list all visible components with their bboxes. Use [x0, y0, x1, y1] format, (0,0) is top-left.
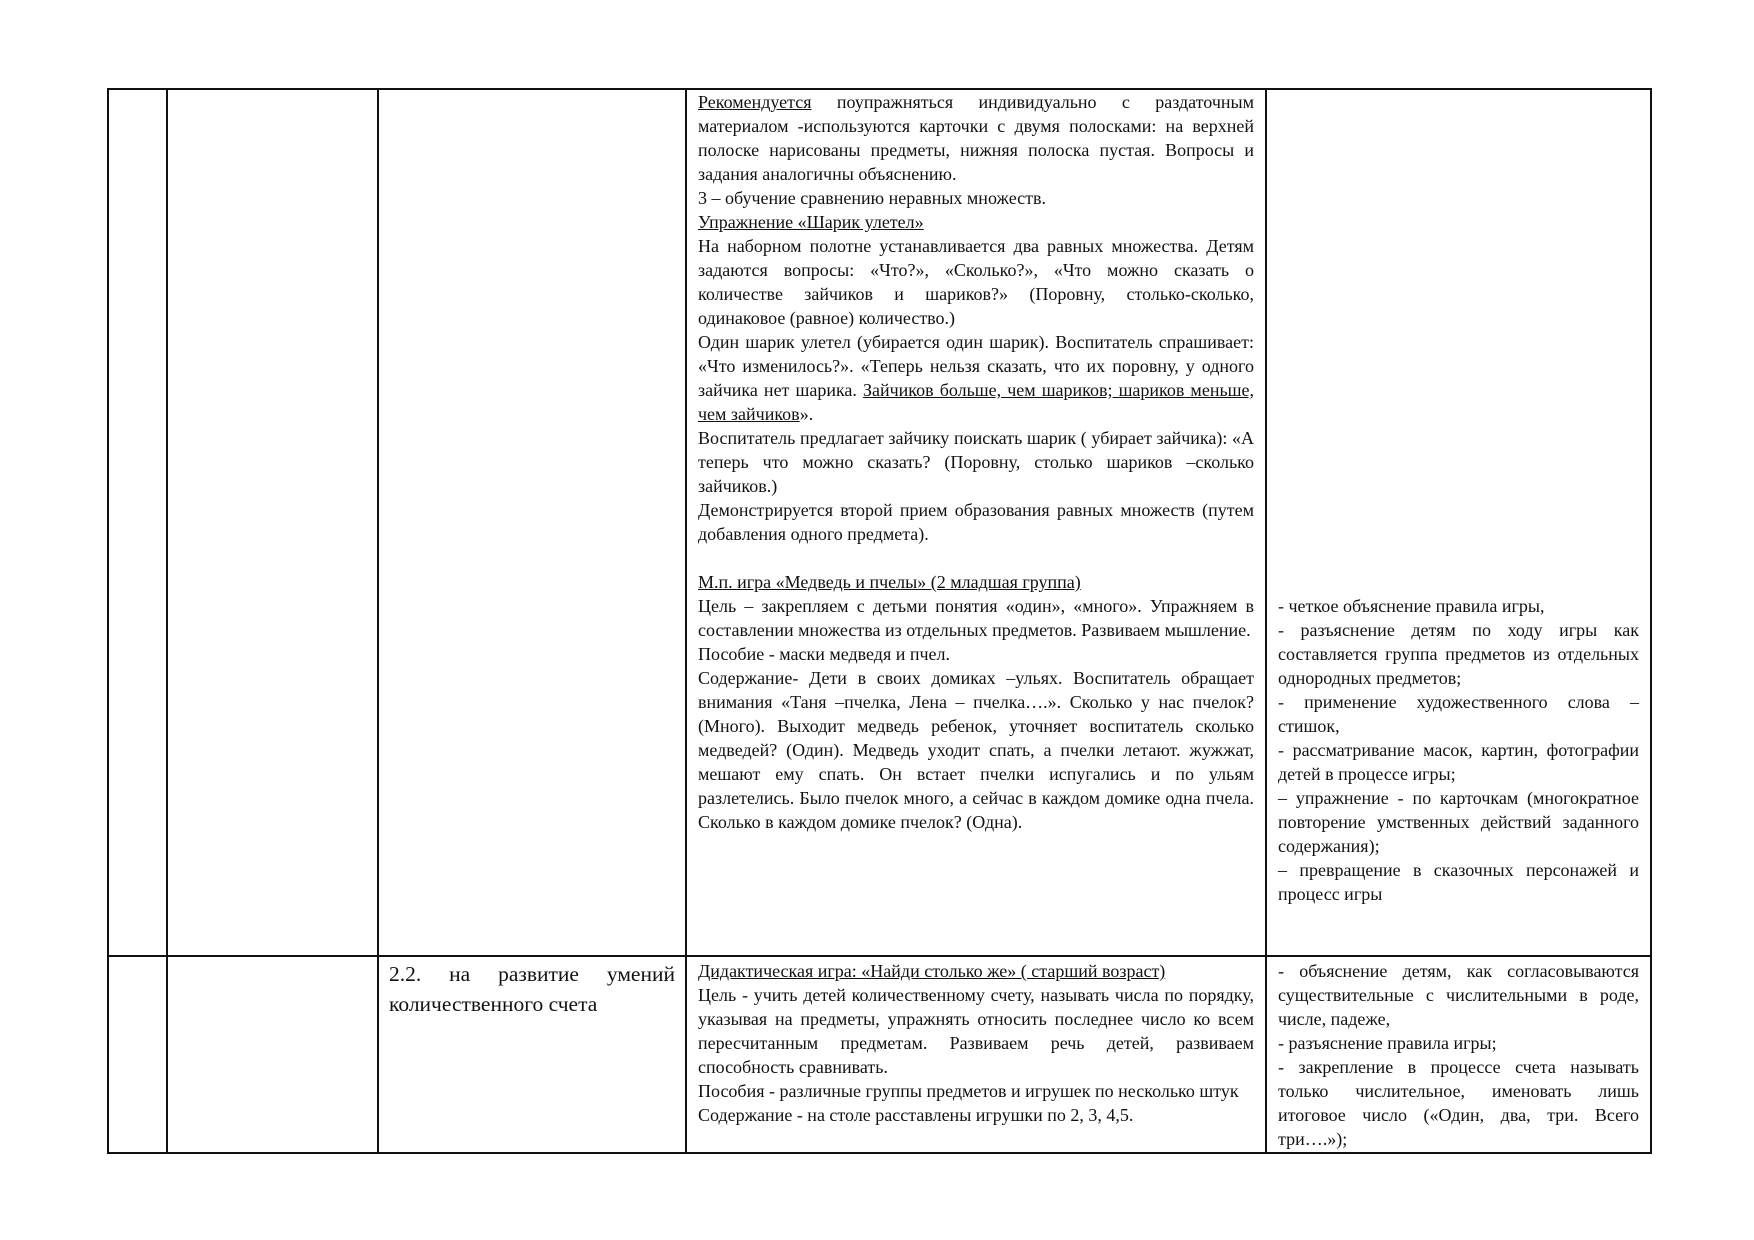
paragraph-text: поупражняться индивидуально с раздаточным материалом -используются карточки с двумя полосками: на верхней полоске нарисованы предметы, нижняя полоска пустая. Вопросы и задания аналогичны объяснению. [698, 92, 1254, 184]
cell-number [108, 956, 167, 1153]
underlined-conclusion: Зайчиков больше, чем шариков; шариков меньше, чем зайчиков [698, 380, 1255, 424]
cell-exercises [686, 956, 1266, 1153]
cell-methods [1266, 89, 1651, 956]
paragraph: Содержание - на столе расставлены игрушки по 2, 3, 4,5. [698, 1105, 1134, 1125]
paragraph: На наборном полотне устанавливается два равных множества. Детям задаются вопросы: «Что?», «Сколько?», «Что можно сказать о количестве зайчиков и шариков?» (Поровну, столько-сколько, одинаковое (равное) количество.) [698, 236, 1254, 328]
paragraph: Содержание- Дети в своих домиках –ульях. Воспитатель обращает внимания «Таня –пчелка, Лена – пчелка….». Сколько у нас пчелок? (Много). Выходит медведь ребенок, уточняет воспитатель сколько медведей? (Один). Медведь уходит спать, а пчелки летают. жужжат, мешают ему спать. Он встает пчелки испугались и по ульям разлетелись. Было пчелок много, а сейчас в каждом домике одна пчела. Сколько в каждом домике пчелок? (Одна). [698, 668, 1254, 832]
paragraph [698, 90, 1254, 186]
method-item: - разъяснение детям по ходу игры как составляется группа предметов из отдельных однородных предметов; [1278, 620, 1639, 688]
paragraph: 3 – обучение сравнению неравных множеств. [698, 188, 1046, 208]
cell-section [378, 956, 686, 1153]
table-row [108, 956, 1651, 1153]
method-item: – упражнение - по карточкам (многократное повторение умственных действий заданного содержания); [1278, 788, 1639, 856]
cell-number [108, 89, 167, 956]
cell-section [378, 89, 686, 956]
method-item: - применение художественного слова – стишок, [1278, 692, 1639, 736]
paragraph: Воспитатель предлагает зайчику поискать шарик ( убирает зайчика): «А теперь что можно сказать? (Поровну, столько шариков –сколько зайчиков.) [698, 428, 1254, 496]
method-item: – превращение в сказочных персонажей и процесс игры [1278, 860, 1639, 904]
cell-category [167, 956, 378, 1153]
cell-category [167, 89, 378, 956]
underlined-term: Рекомендуется [698, 92, 812, 112]
game-title: М.п. игра «Медведь и пчелы» (2 младшая группа) [698, 572, 1081, 592]
method-item: - рассматривание масок, картин, фотографии детей в процессе игры; [1278, 740, 1639, 784]
game-title: Дидактическая игра: «Найди столько же» ( старший возраст) [698, 961, 1166, 981]
paragraph: Пособие - маски медведя и пчел. [698, 644, 951, 664]
cell-exercises [686, 89, 1266, 956]
method-item: - закрепление в процессе счета называть только числительное, именовать лишь итоговое число («Один, два, три. Всего три….»); [1278, 1057, 1639, 1149]
section-title: 2.2. на развитие умений количественного счета [389, 962, 675, 1016]
paragraph: Цель - учить детей количественному счету, называть числа по порядку, указывая на предметы, упражнять относить последнее число ко всем пересчитанным предметам. Развиваем речь детей, развиваем способность сравнивать. [698, 985, 1254, 1077]
table-row [108, 89, 1651, 956]
exercise-title: Упражнение «Шарик улетел» [698, 212, 924, 232]
cell-methods [1266, 956, 1651, 1153]
paragraph-text: Один шарик улетел (убирается один шарик). Воспитатель спрашивает: «Что изменилось?». «Теперь нельзя сказать, что их поровну, у одного зайчика нет шарика. [698, 332, 1254, 400]
paragraph-text: ». [799, 404, 814, 424]
method-item: - четкое объяснение правила игры, [1278, 596, 1545, 616]
paragraph: Демонстрируется второй прием образования равных множеств (путем добавления одного предмета). [698, 500, 1254, 544]
paragraph: Пособия - различные группы предметов и игрушек по несколько штук [698, 1081, 1239, 1101]
method-item: - разъяснение правила игры; [1278, 1033, 1497, 1053]
method-item: - объяснение детям, как согласовываются существительные с числительными в роде, числе, падеже, [1278, 961, 1639, 1029]
methods-table [107, 88, 1652, 1154]
paragraph [698, 330, 1254, 426]
paragraph: Цель – закрепляем с детьми понятия «один», «много». Упражняем в составлении множества из отдельных предметов. Развиваем мышление. [698, 596, 1254, 640]
